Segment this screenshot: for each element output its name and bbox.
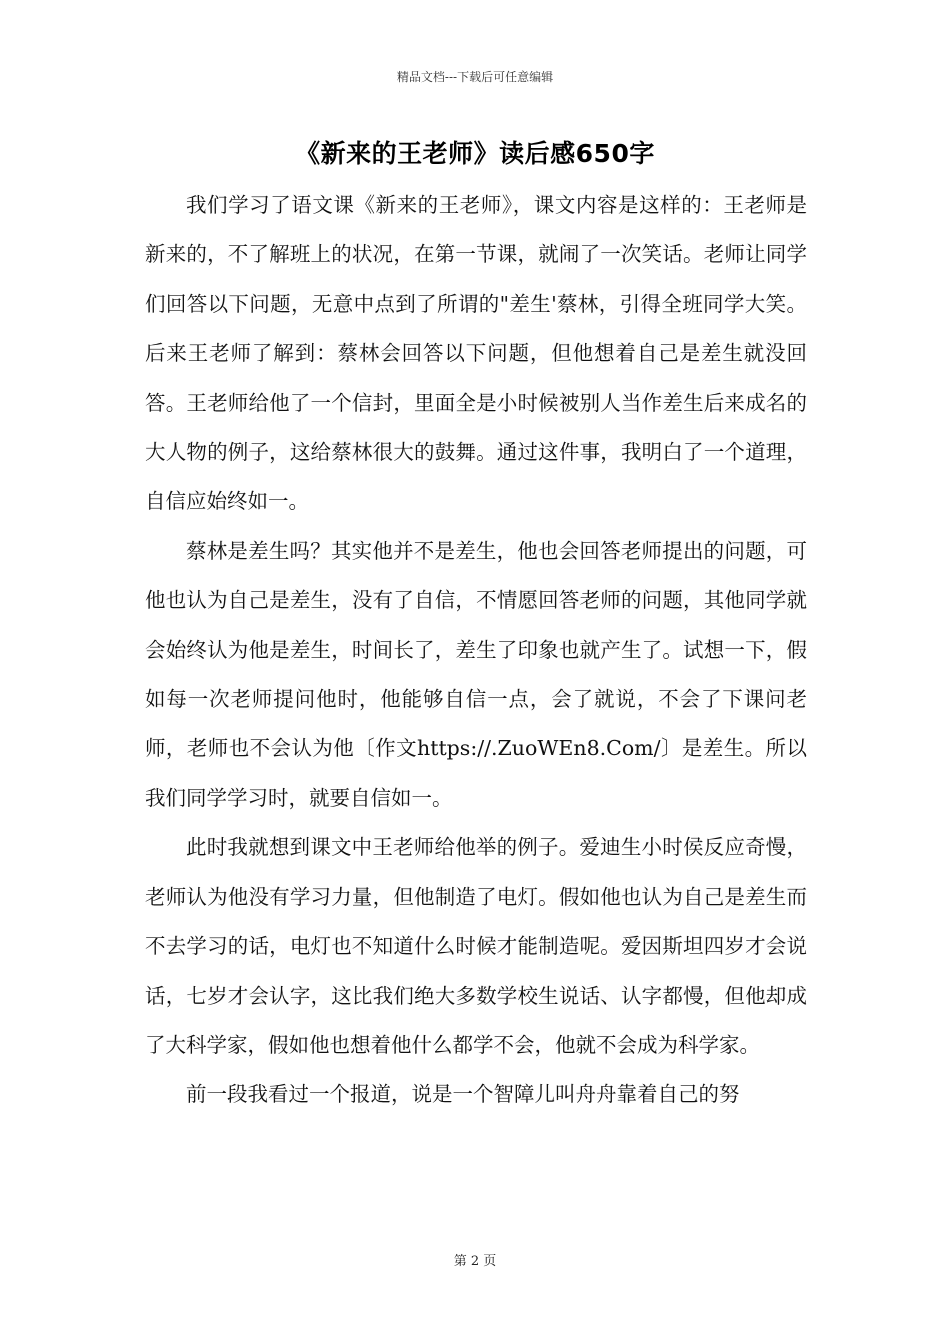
paragraph-2: 蔡林是差生吗？其实他并不是差生，他也会回答老师提出的问题，可他也认为自己是差生，没有了自信，不情愿回答老师的问题，其他同学就会始终认为他是差生，时间长了，差生了印象也就产生了。试想一下，假如每一次老师提问他时，他能够自信一点，会了就说，不会了下课问老师，老师也不会认为他〔作文https://.ZuoWEn8.Com/〕是差生。所以我们同学学习时，就要自信如一。 <box>145 538 807 810</box>
page-number: 第 2 页 <box>453 1254 497 1269</box>
page-header: 精品文档---下载后可任意编辑 <box>396 70 554 84</box>
document-title: 《新来的王老师》读后感650字 <box>295 139 655 168</box>
paragraph-1: 我们学习了语文课《新来的王老师》，课文内容是这样的：王老师是新来的，不了解班上的状况，在第一节课，就闹了一次笑话。老师让同学们回答以下问题，无意中点到了所谓的"差生'蔡林，引得全班同学大笑。后来王老师了解到：蔡林会回答以下问题，但他想着自己是差生就没回答。王老师给他了一个信封，里面全是小时候被别人当作差生后来成名的大人物的例子，这给蔡林很大的鼓舞。通过这件事，我明白了一个道理，自信应始终如一。 <box>145 193 807 514</box>
document-body <box>145 181 807 1120</box>
paragraph-3: 此时我就想到课文中王老师给他举的例子。爱迪生小时侯反应奇慢，老师认为他没有学习力量，但他制造了电灯。假如他也认为自己是差生而不去学习的话，电灯也不知道什么时候才能制造呢。爱因斯坦四岁才会说话，七岁才会认字，这比我们绝大多数学校生说话、认字都慢，但他却成了大科学家，假如他也想着他什么都学不会，他就不会成为科学家。 <box>145 835 807 1057</box>
paragraph-4: 前一段我看过一个报道，说是一个智障儿叫舟舟靠着自己的努 <box>186 1082 740 1107</box>
